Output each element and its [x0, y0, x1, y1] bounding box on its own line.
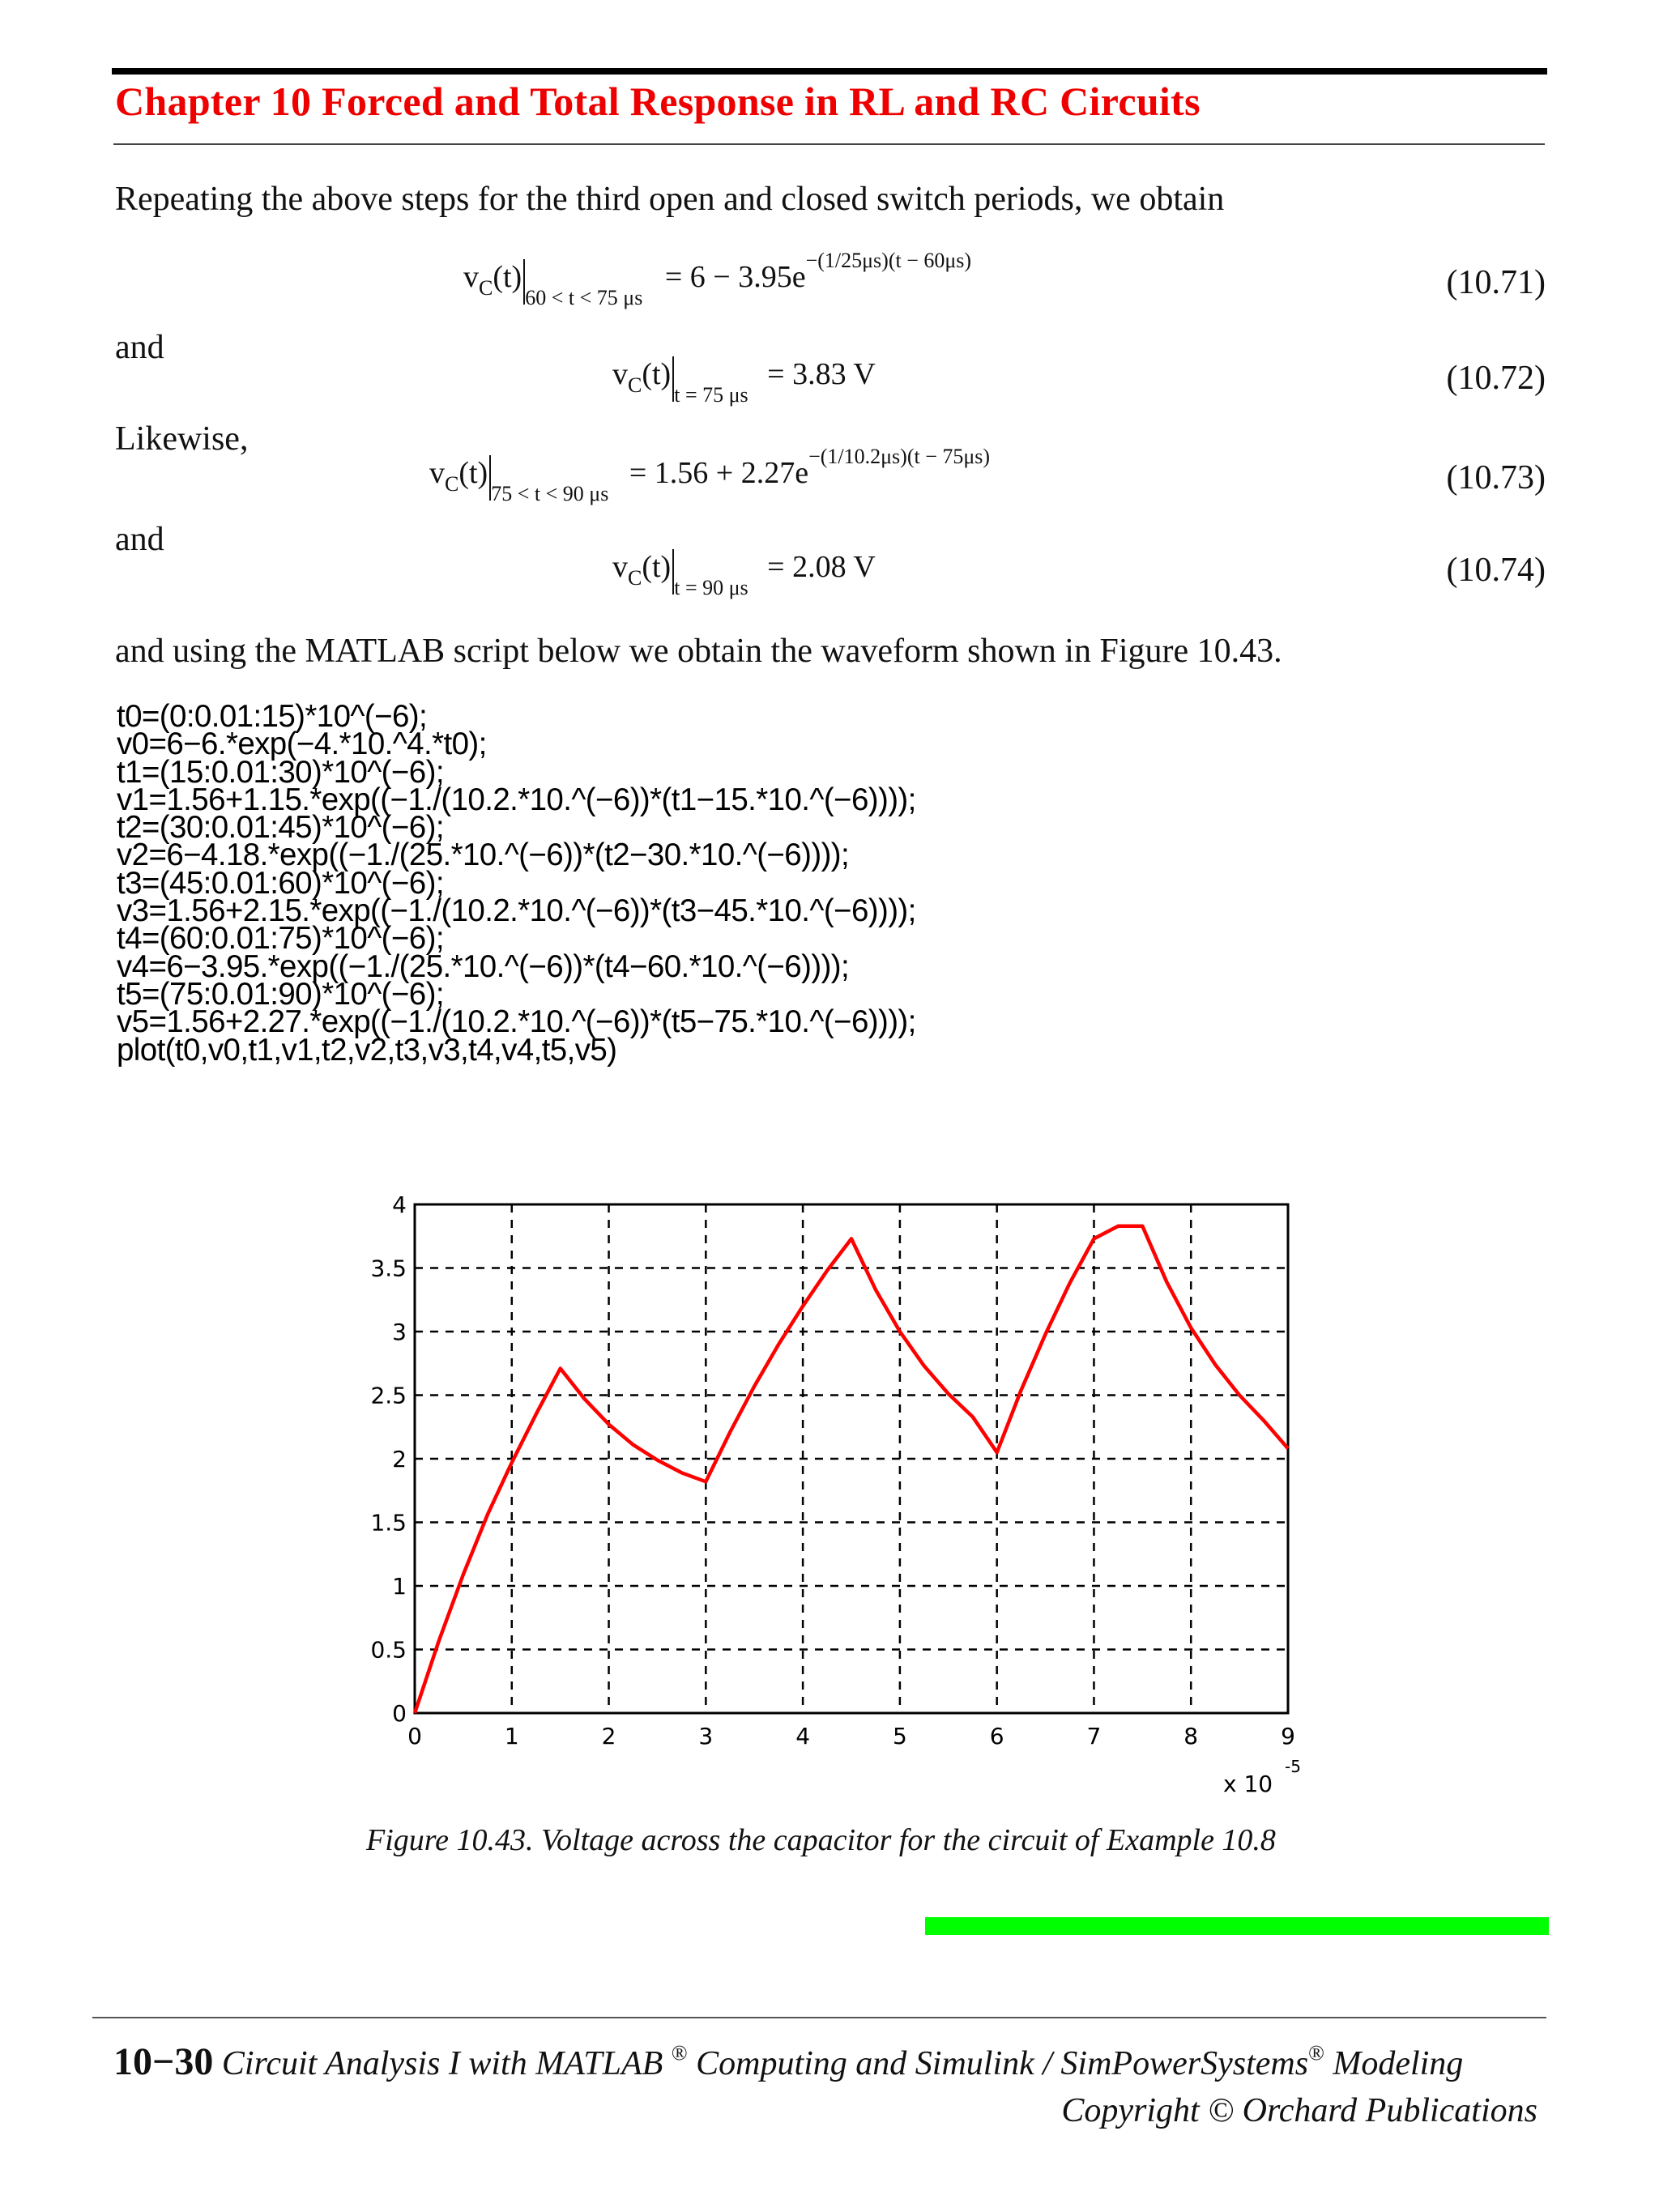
equation-number: (10.74) [1446, 552, 1546, 589]
equation-number: (10.72) [1446, 360, 1546, 397]
svg-text:2: 2 [601, 1723, 616, 1750]
svg-text:1: 1 [504, 1723, 519, 1750]
svg-text:0: 0 [407, 1723, 422, 1750]
registered-mark: ® [1308, 2041, 1324, 2065]
page-number: 10−30 [113, 2040, 214, 2083]
svg-text:2.5: 2.5 [370, 1382, 407, 1409]
and-text: and [115, 329, 164, 366]
figure-caption: Figure 10.43. Voltage across the capacitor for the circuit of Example 10.8 [366, 1823, 1276, 1857]
plot-line [415, 1226, 1288, 1713]
svg-text:4: 4 [795, 1723, 811, 1750]
eq-lhs-sub: C [479, 276, 493, 300]
equation-number: (10.73) [1446, 459, 1546, 497]
code-line: plot(t0,v0,t1,v1,t2,v2,t3,v3,t4,v4,t5,v5) [117, 1032, 617, 1068]
code-line: t4=(60:0.01:75)*10^(−6); [117, 921, 444, 957]
chapter-title: Chapter 10 Forced and Total Response in RL and RC Circuits [115, 79, 1201, 124]
svg-text:5: 5 [892, 1723, 907, 1750]
eq-rhs: = 6 − 3.95e [664, 260, 806, 294]
eq-lhs-arg: (t) [458, 456, 488, 490]
equation-10-73 [429, 445, 991, 505]
svg-text:3: 3 [698, 1723, 714, 1750]
code-line: v1=1.56+1.15.*exp((−1./(10.2.*10.^(−6))*(t1−15.*10.^(−6)))); [117, 782, 916, 817]
code-line: v4=6−3.95.*exp((−1./(25.*10.^(−6))*(t4−60.*10.^(−6)))); [117, 948, 850, 984]
header-rule-thin [113, 143, 1545, 145]
book-title-part3: Modeling [1333, 2045, 1464, 2082]
eq-lhs-arg: (t) [493, 260, 522, 294]
book-title-part2: Computing and Simulink / SimPowerSystems [696, 2045, 1309, 2082]
eq-lhs: v [612, 357, 628, 391]
eq-exponent: −(1/10.2μs)(t − 75μs) [808, 445, 991, 468]
equation-10-71 [463, 249, 972, 309]
copyright: Copyright © Orchard Publications [1061, 2092, 1537, 2129]
x-axis-multiplier [1223, 1757, 1301, 1797]
plot-canvas [340, 1183, 1345, 1814]
eq-lhs-sub: C [445, 472, 459, 496]
svg-text:6: 6 [989, 1723, 1004, 1750]
eq-rhs: = 3.83 V [767, 357, 876, 391]
code-line: t1=(15:0.01:30)*10^(−6); [117, 754, 444, 790]
svg-text:3: 3 [392, 1319, 407, 1345]
eq-eval-point: t = 75 μs [674, 383, 748, 407]
header-rule-thick [112, 68, 1547, 75]
eq-lhs-arg: (t) [642, 357, 672, 391]
svg-text:2: 2 [392, 1446, 407, 1473]
equation-number: (10.71) [1446, 264, 1546, 301]
registered-mark: ® [671, 2041, 688, 2065]
code-line: t2=(30:0.01:45)*10^(−6); [117, 810, 444, 846]
eq-lhs: v [463, 260, 479, 294]
eq-exponent: −(1/25μs)(t − 60μs) [805, 249, 972, 272]
svg-text:x 10: x 10 [1223, 1771, 1273, 1797]
plot-grid [415, 1204, 1288, 1713]
voltage-waveform-plot [340, 1183, 1345, 1818]
eq-eval-range: 60 < t < 75 μs [525, 286, 643, 309]
likewise-text: Likewise, [115, 420, 249, 458]
eq-eval-point: t = 90 μs [674, 576, 748, 599]
eq-rhs: = 2.08 V [767, 550, 876, 584]
code-line: t0=(0:0.01:15)*10^(−6); [117, 699, 428, 734]
svg-text:-5: -5 [1285, 1757, 1301, 1776]
eq-lhs-sub: C [628, 566, 642, 590]
svg-text:8: 8 [1183, 1723, 1199, 1750]
equation-10-72 [612, 356, 876, 407]
matlab-code-block [117, 699, 916, 1068]
svg-text:0.5: 0.5 [370, 1636, 407, 1664]
green-marker-bar [925, 1917, 1549, 1935]
svg-text:7: 7 [1086, 1723, 1102, 1750]
svg-text:4: 4 [392, 1191, 407, 1218]
matlab-intro-paragraph: and using the MATLAB script below we obtain the waveform shown in Figure 10.43. [115, 633, 1282, 670]
eq-lhs-arg: (t) [642, 550, 672, 584]
eq-lhs: v [612, 550, 628, 584]
svg-text:1.5: 1.5 [370, 1509, 407, 1536]
svg-text:1: 1 [392, 1573, 407, 1600]
eq-eval-range: 75 < t < 90 μs [491, 482, 609, 505]
code-line: v2=6−4.18.*exp((−1./(25.*10.^(−6))*(t2−30.*10.^(−6)))); [117, 837, 850, 873]
equation-10-74 [612, 549, 876, 599]
code-line: t5=(75:0.01:90)*10^(−6); [117, 976, 444, 1012]
and-text: and [115, 521, 164, 558]
book-title-part1: Circuit Analysis I with MATLAB [221, 2045, 663, 2082]
eq-rhs: = 1.56 + 2.27e [629, 456, 809, 490]
code-line: v3=1.56+2.15.*exp((−1./(10.2.*10.^(−6))*(t3−45.*10.^(−6)))); [117, 893, 916, 929]
code-line: v5=1.56+2.27.*exp((−1./(10.2.*10.^(−6))*(t5−75.*10.^(−6)))); [117, 1004, 916, 1040]
svg-text:0: 0 [392, 1700, 407, 1727]
eq-lhs-sub: C [628, 373, 642, 397]
code-line: t3=(45:0.01:60)*10^(−6); [117, 865, 444, 901]
footer-book-line [113, 2039, 1463, 2084]
footer-rule [92, 2017, 1546, 2018]
svg-text:3.5: 3.5 [370, 1255, 407, 1282]
code-line: v0=6−6.*exp(−4.*10.^4.*t0); [117, 727, 487, 762]
svg-text:9: 9 [1281, 1723, 1295, 1750]
intro-paragraph: Repeating the above steps for the third open and closed switch periods, we obtain [115, 181, 1225, 218]
eq-lhs: v [429, 456, 445, 490]
